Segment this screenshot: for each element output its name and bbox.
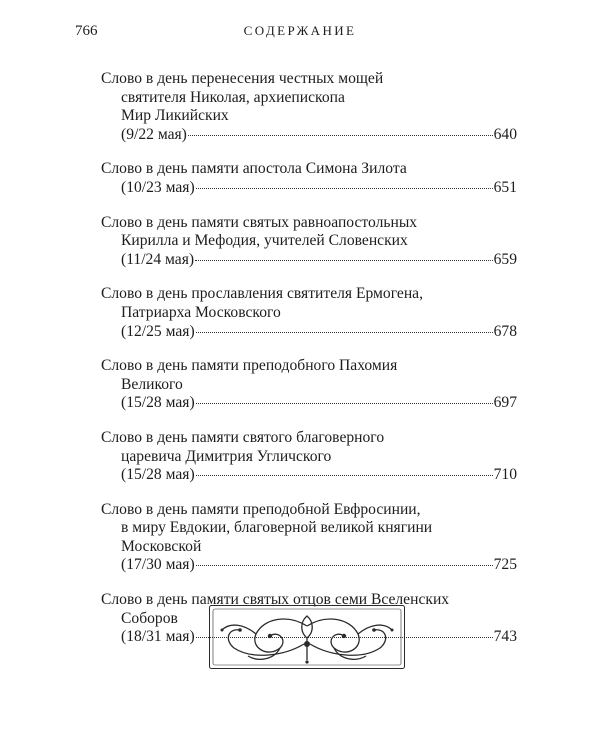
dot-leader	[196, 188, 493, 189]
toc-entry-title-line: Мир Ликийских	[121, 107, 229, 125]
toc-entry-page-number: 678	[493, 322, 517, 340]
dot-leader	[195, 260, 493, 261]
toc-entry-page-number: 640	[493, 125, 517, 143]
dot-leader	[196, 565, 493, 566]
toc-entry-title-line: святителя Николая, архиепископа	[121, 88, 345, 106]
toc-entry-date-row	[101, 556, 517, 575]
toc-entry-title-line: в миру Евдокии, благоверной великой княгини	[121, 519, 433, 537]
toc-entry-date-row	[101, 323, 517, 342]
toc-entry-title-line: царевича Димитрия Угличского	[121, 447, 332, 465]
toc-entry-title-line: Соборов	[121, 609, 178, 627]
dot-leader	[196, 475, 493, 476]
page-number: 766	[75, 23, 98, 39]
dot-leader	[196, 332, 493, 333]
toc-entry-title-line: Московской	[121, 537, 202, 555]
page-header	[0, 23, 600, 45]
toc-entry-title-line: Слово в день памяти преподобного Пахомия	[101, 357, 398, 375]
toc-entry[interactable]	[101, 285, 517, 341]
toc-entry-date-row	[101, 251, 517, 270]
toc-entry-date: (9/22 мая)	[121, 125, 187, 143]
toc-entry-title-line: Слово в день памяти апостола Симона Зилота	[101, 160, 407, 178]
toc-entry-date: (15/28 мая)	[121, 466, 195, 484]
toc-entry-page-number: 659	[493, 250, 517, 268]
toc-entry-date-row	[101, 126, 517, 145]
toc-entry-page-number: 743	[493, 628, 517, 646]
toc-entry-date: (15/28 мая)	[121, 394, 195, 412]
ornament-icon	[208, 604, 406, 670]
toc-entry-title-line: Патриарха Московского	[121, 303, 281, 321]
toc-entry-date: (12/25 мая)	[121, 322, 195, 340]
toc-entry-date: (18/31 мая)	[121, 628, 195, 646]
toc-entry-date-row	[101, 466, 517, 485]
toc-entry-title-line: Слово в день перенесения честных мощей	[101, 70, 384, 87]
toc-entry-date-row	[101, 394, 517, 413]
dot-leader	[188, 135, 493, 136]
toc-entry-title-line: Слово в день памяти преподобной Евфросинии,	[101, 500, 421, 518]
table-of-contents	[101, 70, 517, 663]
toc-entry-page-number: 710	[493, 466, 517, 484]
toc-entry-title-line: Слово в день памяти святых равноапостольных	[101, 213, 418, 231]
toc-entry[interactable]	[101, 357, 517, 413]
toc-entry-date: (10/23 мая)	[121, 178, 195, 196]
toc-entry[interactable]	[101, 70, 517, 144]
toc-entry-page-number: 651	[493, 178, 517, 196]
toc-entry-page-number: 725	[493, 556, 517, 574]
toc-entry[interactable]	[101, 429, 517, 485]
toc-entry-title-line: Слово в день памяти святых отцов семи Вселенских	[101, 591, 450, 609]
toc-entry-date-row	[101, 179, 517, 198]
dot-leader	[196, 403, 493, 404]
toc-entry-title-line: Слово в день прославления святителя Ермогена,	[101, 285, 424, 303]
toc-entry-title-line: Слово в день памяти святого благоверного	[101, 428, 385, 446]
toc-entry[interactable]	[101, 214, 517, 270]
toc-entry-page-number: 697	[493, 394, 517, 412]
toc-entry-date: (11/24 мая)	[121, 250, 195, 268]
toc-entry[interactable]	[101, 501, 517, 575]
toc-entry-title-line: Кирилла и Мефодия, учителей Словенских	[121, 232, 408, 250]
running-title: СОДЕРЖАНИЕ	[243, 23, 357, 38]
toc-entry-date: (17/30 мая)	[121, 556, 195, 574]
toc-entry-title-line: Великого	[121, 375, 183, 393]
toc-entry[interactable]	[101, 160, 517, 197]
